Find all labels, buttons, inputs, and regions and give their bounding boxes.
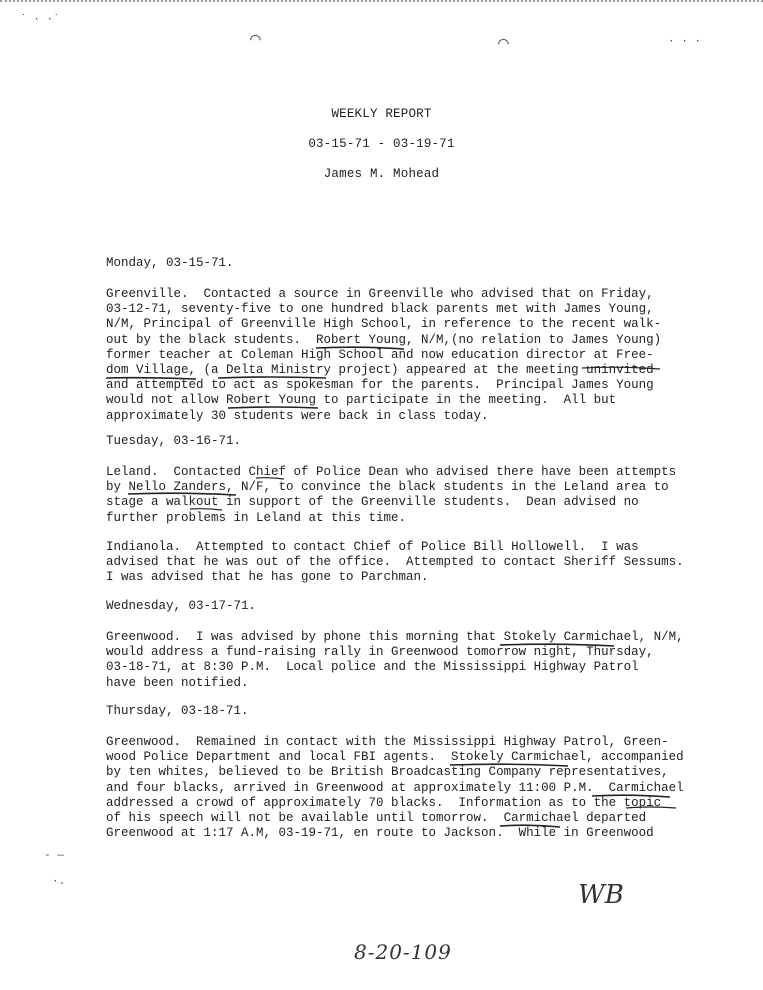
paragraph-line: would not allow Robert Young to participate in the meeting. All but [106, 393, 617, 408]
paragraph-line: of his speech will not be available until tomorrow. Carmichael departed [106, 811, 647, 826]
scan-mark: · · · [668, 36, 702, 48]
paragraph-line: would address a fund-raising rally in Greenwood tomorrow night, Thursday, [106, 645, 654, 660]
paragraph-line: dom Village, (a Delta Ministry project) appeared at the meeting uninvited [106, 363, 654, 378]
thursday-date: Thursday, 03-18-71. [106, 704, 249, 718]
report-title: WEEKLY REPORT [331, 107, 432, 121]
page-top-edge [0, 0, 763, 4]
monday-paragraph [106, 287, 686, 424]
paragraph-line: advised that he was out of the office. Attempted to contact Sheriff Sessums. [106, 555, 684, 570]
paragraph-line: have been notified. [106, 675, 249, 690]
scan-mark: - — [44, 850, 64, 862]
paragraph-line: 03-18-71, at 8:30 P.M. Local police and the Mississippi Highway Patrol [106, 660, 639, 675]
paragraph-line: Greenwood at 1:17 A.M, 03-19-71, en route to Jackson. While in Greenwood [106, 826, 654, 841]
handwritten-file-number: 8-20-109 [354, 940, 452, 964]
paragraph-line: further problems in Leland at this time. [106, 510, 407, 525]
scan-mark: ·. [52, 876, 66, 888]
paragraph-line: 03-12-71, seventy-five to one hundred black parents met with James Young, [106, 302, 654, 317]
paragraph-line: I was advised that he has gone to Parchman. [106, 570, 429, 585]
scan-mark: ˙ · ·˙ [20, 14, 60, 26]
wednesday-paragraph [106, 630, 686, 691]
paragraph-line: by Nello Zanders, N/F, to convince the black students in the Leland area to [106, 480, 669, 495]
thursday-paragraph [106, 735, 686, 841]
paragraph-line: Greenwood. I was advised by phone this morning that Stokely Carmichael, N/M, [106, 630, 684, 644]
monday-date: Monday, 03-15-71. [106, 256, 234, 270]
handwritten-initials: WB [578, 880, 624, 910]
scan-mark: ⌒ [250, 30, 261, 50]
paragraph-line: approximately 30 students were back in class today. [106, 408, 489, 423]
paragraph-line: stage a walkout in support of the Greenville students. Dean advised no [106, 495, 639, 510]
paragraph-line: Greenwood. Remained in contact with the Mississippi Highway Patrol, Green- [106, 735, 669, 749]
paragraph-line: by ten whites, believed to be British Broadcasting Company representatives, [106, 765, 669, 780]
report-author: James M. Mohead [323, 167, 440, 181]
paragraph-line: addressed a crowd of approximately 70 blacks. Information as to the topic [106, 795, 662, 810]
tuesday-paragraph-indianola [106, 540, 686, 586]
paragraph-line: Leland. Contacted Chief of Police Dean who advised there have been attempts [106, 465, 677, 479]
paragraph-line: Greenville. Contacted a source in Greenville who advised that on Friday, [106, 287, 654, 301]
paragraph-line: wood Police Department and local FBI agents. Stokely Carmichael, accompanied [106, 750, 684, 765]
paragraph-line: former teacher at Coleman High School and now education director at Free- [106, 347, 654, 362]
scan-mark: ⌒ [498, 34, 509, 54]
wednesday-date: Wednesday, 03-17-71. [106, 599, 257, 613]
paragraph-line: and four blacks, arrived in Greenwood at approximately 11:00 P.M. Carmichael [106, 780, 684, 795]
tuesday-date: Tuesday, 03-16-71. [106, 434, 242, 448]
paragraph-line: Indianola. Attempted to contact Chief of Police Bill Hollowell. I was [106, 540, 639, 554]
paragraph-line: N/M, Principal of Greenville High School, in reference to the recent walk- [106, 317, 662, 332]
tuesday-paragraph-leland [106, 465, 686, 526]
report-date-range: 03-15-71 - 03-19-71 [308, 137, 455, 151]
paragraph-line: out by the black students. Robert Young, N/M,(no relation to James Young) [106, 332, 662, 347]
paragraph-line: and attempted to act as spokesman for the parents. Principal James Young [106, 378, 654, 393]
